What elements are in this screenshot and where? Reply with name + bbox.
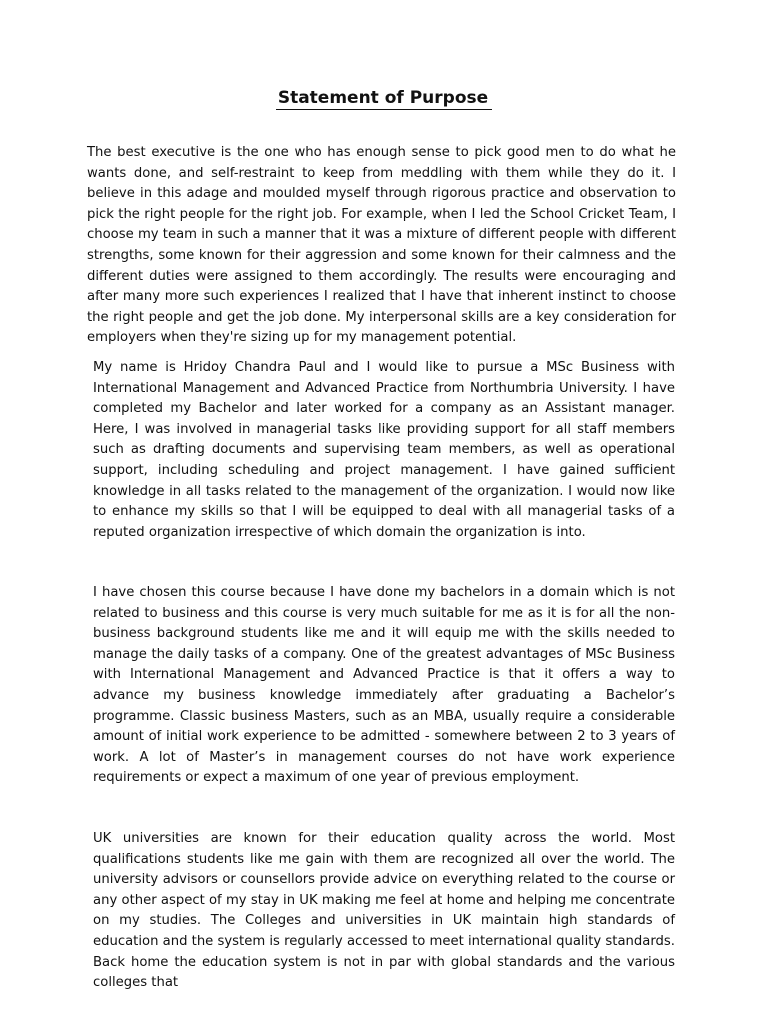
paragraph-introduction: My name is Hridoy Chandra Paul and I would like to pursue a MSc Business with International Management and Advanced Practice from Northumbria University. I have completed my Bachelor and later worked for a company as an Assistant manager. Here, I was involved in managerial tasks like providing support for all staff members such as drafting documents and supervising team members, as well as operational support, including scheduling and project management. I have gained sufficient knowledge in all tasks related to the management of the organization. I would now like to enhance my skills so that I will be equipped to deal with all managerial tasks of a reputed organization irrespective of which domain the organization is into. (93, 360, 675, 540)
page-title (0, 86, 768, 110)
page-title-text: Statement of Purpose (276, 88, 492, 110)
paragraph-uk-universities: UK universities are known for their education quality across the world. Most qualifications students like me gain with them are recognized all over the world. The university advisors or counsellors provide advice on everything related to the course or any other aspect of my stay in UK making me feel at home and helping me concentrate on my studies. The Colleges and universities in UK maintain high standards of education and the system is regularly accessed to meet international quality standards. Back home the education system is not in par with global standards and the various colleges that (93, 831, 675, 991)
paragraph-executive-adage: The best executive is the one who has enough sense to pick good men to do what he wants done, and self-restraint to keep from meddling with them while they do it. I believe in this adage and moulded myself through rigorous practice and observation to pick the right people for the right job. For example, when I led the School Cricket Team, I choose my team in such a manner that it was a mixture of different people with different strengths, some known for their aggression and some known for their calmness and the different duties were assigned to them accordingly. The results were encouraging and after many more such experiences I realized that I have that inherent instinct to choose the right people and get the job done. My interpersonal skills are a key consideration for employers when they're sizing up for my management potential. (87, 145, 676, 346)
paragraph-course-choice: I have chosen this course because I have done my bachelors in a domain which is not related to business and this course is very much suitable for me as it is for all the non-business background students like me and it will equip me with the skills needed to manage the daily tasks of a company. One of the greatest advantages of MSc Business with International Management and Advanced Practice is that it offers a way to advance my business knowledge immediately after graduating a Bachelor’s programme. Classic business Masters, such as an MBA, usually require a considerable amount of initial work experience to be admitted - somewhere between 2 to 3 years of work. A lot of Master’s in management courses do not have work experience requirements or expect a maximum of one year of previous employment. (93, 585, 675, 786)
